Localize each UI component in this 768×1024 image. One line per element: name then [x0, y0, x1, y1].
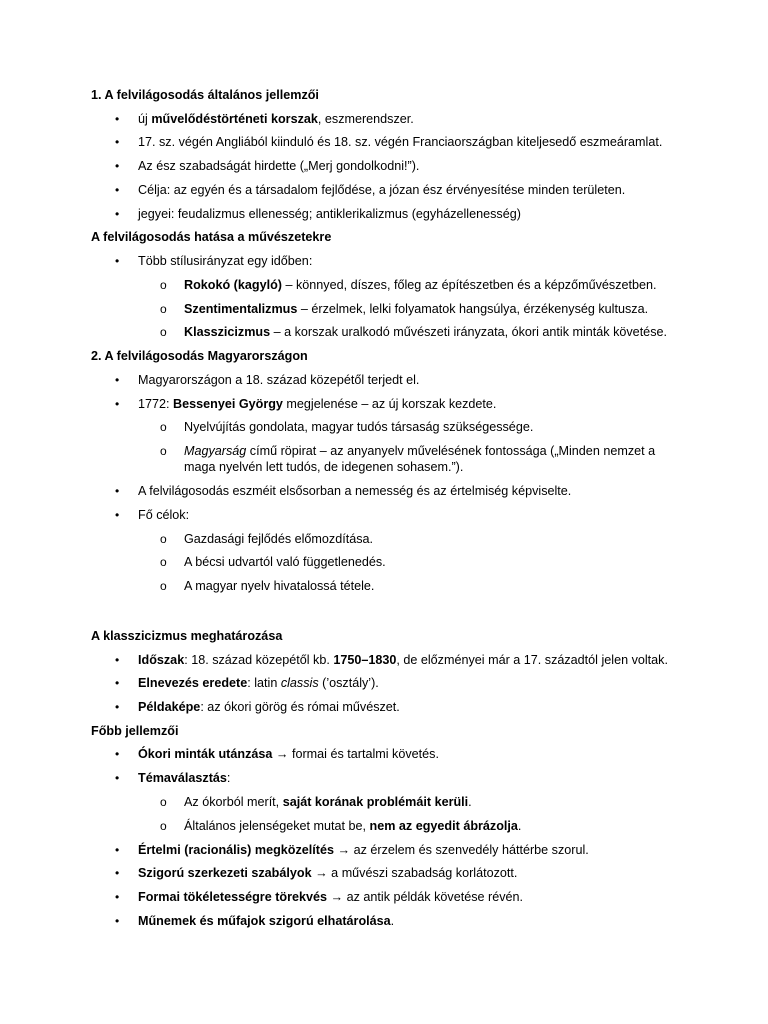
sub-bullet-icon: o [160, 302, 167, 316]
bullet-icon: • [115, 159, 120, 173]
section-heading-2: A felvilágosodás hatása a művészetekre [91, 230, 332, 244]
bullet-icon: • [115, 112, 120, 126]
list-item: Példaképe: az ókori görög és római művészet. [138, 700, 400, 714]
bullet-icon: • [115, 866, 120, 880]
list-item: Elnevezés eredete: latin classis (’osztály’). [138, 676, 379, 690]
sub-list-item: Az ókorból merít, saját korának problémáit kerüli. [184, 795, 472, 809]
bullet-icon: • [115, 676, 120, 690]
sub-list-item-continuation: maga nyelvén lett tudós, de idegenen sohasem.”). [184, 460, 464, 474]
sub-list-item: Magyarság című röpirat – az anyanyelv művelésének fontossága („Minden nemzet a [184, 444, 656, 458]
list-item: Több stílusirányzat egy időben: [138, 254, 313, 268]
bullet-icon: • [115, 135, 120, 149]
section-heading-1: 1. A felvilágosodás általános jellemzői [91, 88, 319, 102]
bullet-icon: • [115, 771, 120, 785]
bullet-icon: • [115, 254, 120, 268]
list-item: Ókori minták utánzása → formai és tartalmi követés. [138, 747, 439, 761]
sub-bullet-icon: o [160, 420, 167, 434]
bullet-icon: • [115, 373, 120, 387]
sub-list-item: Gazdasági fejlődés előmozdítása. [184, 532, 374, 546]
bullet-icon: • [115, 890, 120, 904]
sub-list-item: Általános jelenségeket mutat be, nem az egyedit ábrázolja. [184, 819, 522, 833]
list-item: Az ész szabadságát hirdette („Merj gondolkodni!”). [138, 159, 420, 173]
list-item: 17. sz. végén Angliából kiinduló és 18. sz. végén Franciaországban kiteljesedő eszmeáramlat. [138, 135, 663, 149]
sub-bullet-icon: o [160, 795, 167, 809]
sub-bullet-icon: o [160, 819, 167, 833]
section-heading-4: A klasszicizmus meghatározása [91, 629, 283, 643]
bullet-icon: • [115, 653, 120, 667]
list-item: 1772: Bessenyei György megjelenése – az új korszak kezdete. [138, 397, 497, 411]
bullet-icon: • [115, 843, 120, 857]
list-item: Fő célok: [138, 508, 190, 522]
bullet-icon: • [115, 484, 120, 498]
list-item: Magyarországon a 18. század közepétől terjedt el. [138, 373, 420, 387]
bullet-icon: • [115, 700, 120, 714]
sub-list-item: A bécsi udvartól való függetlenedés. [184, 555, 386, 569]
list-item: Értelmi (racionális) megközelítés → az érzelem és szenvedély háttérbe szorul. [138, 843, 589, 857]
list-item: Célja: az egyén és a társadalom fejlődése, a józan ész érvényesítése minden területen. [138, 183, 626, 197]
sub-list-item: Szentimentalizmus – érzelmek, lelki folyamatok hangsúlya, érzékenység kultusza. [184, 302, 649, 316]
sub-list-item: Nyelvújítás gondolata, magyar tudós társaság szükségessége. [184, 420, 534, 434]
section-heading-5: Főbb jellemzői [91, 724, 179, 738]
list-item: Témaválasztás: [138, 771, 231, 785]
sub-bullet-icon: o [160, 555, 167, 569]
sub-list-item: Rokokó (kagyló) – könnyed, díszes, főleg az építészetben és a képzőművészetben. [184, 278, 657, 292]
bullet-icon: • [115, 508, 120, 522]
sub-bullet-icon: o [160, 444, 167, 458]
bullet-icon: • [115, 397, 120, 411]
list-item: A felvilágosodás eszméit elsősorban a nemesség és az értelmiség képviselte. [138, 484, 572, 498]
sub-bullet-icon: o [160, 532, 167, 546]
bullet-icon: • [115, 747, 120, 761]
list-item: Műnemek és műfajok szigorú elhatárolása. [138, 914, 395, 928]
sub-list-item: Klasszicizmus – a korszak uralkodó művészeti irányzata, ókori antik minták követése. [184, 325, 667, 339]
bullet-icon: • [115, 183, 120, 197]
list-item: jegyei: feudalizmus ellenesség; antiklerikalizmus (egyházellenesség) [138, 207, 521, 221]
list-item: Szigorú szerkezeti szabályok → a művészi szabadság korlátozott. [138, 866, 518, 880]
section-heading-3: 2. A felvilágosodás Magyarországon [91, 349, 308, 363]
sub-bullet-icon: o [160, 579, 167, 593]
list-item: Formai tökéletességre törekvés → az antik példák követése révén. [138, 890, 524, 904]
sub-bullet-icon: o [160, 278, 167, 292]
list-item: Időszak: 18. század közepétől kb. 1750–1830, de előzményei már a 17. századtól jelen voltak. [138, 653, 668, 667]
bullet-icon: • [115, 207, 120, 221]
list-item: új művelődéstörténeti korszak, eszmerendszer. [138, 112, 414, 126]
bullet-icon: • [115, 914, 120, 928]
sub-list-item: A magyar nyelv hivatalossá tétele. [184, 579, 375, 593]
sub-bullet-icon: o [160, 325, 167, 339]
